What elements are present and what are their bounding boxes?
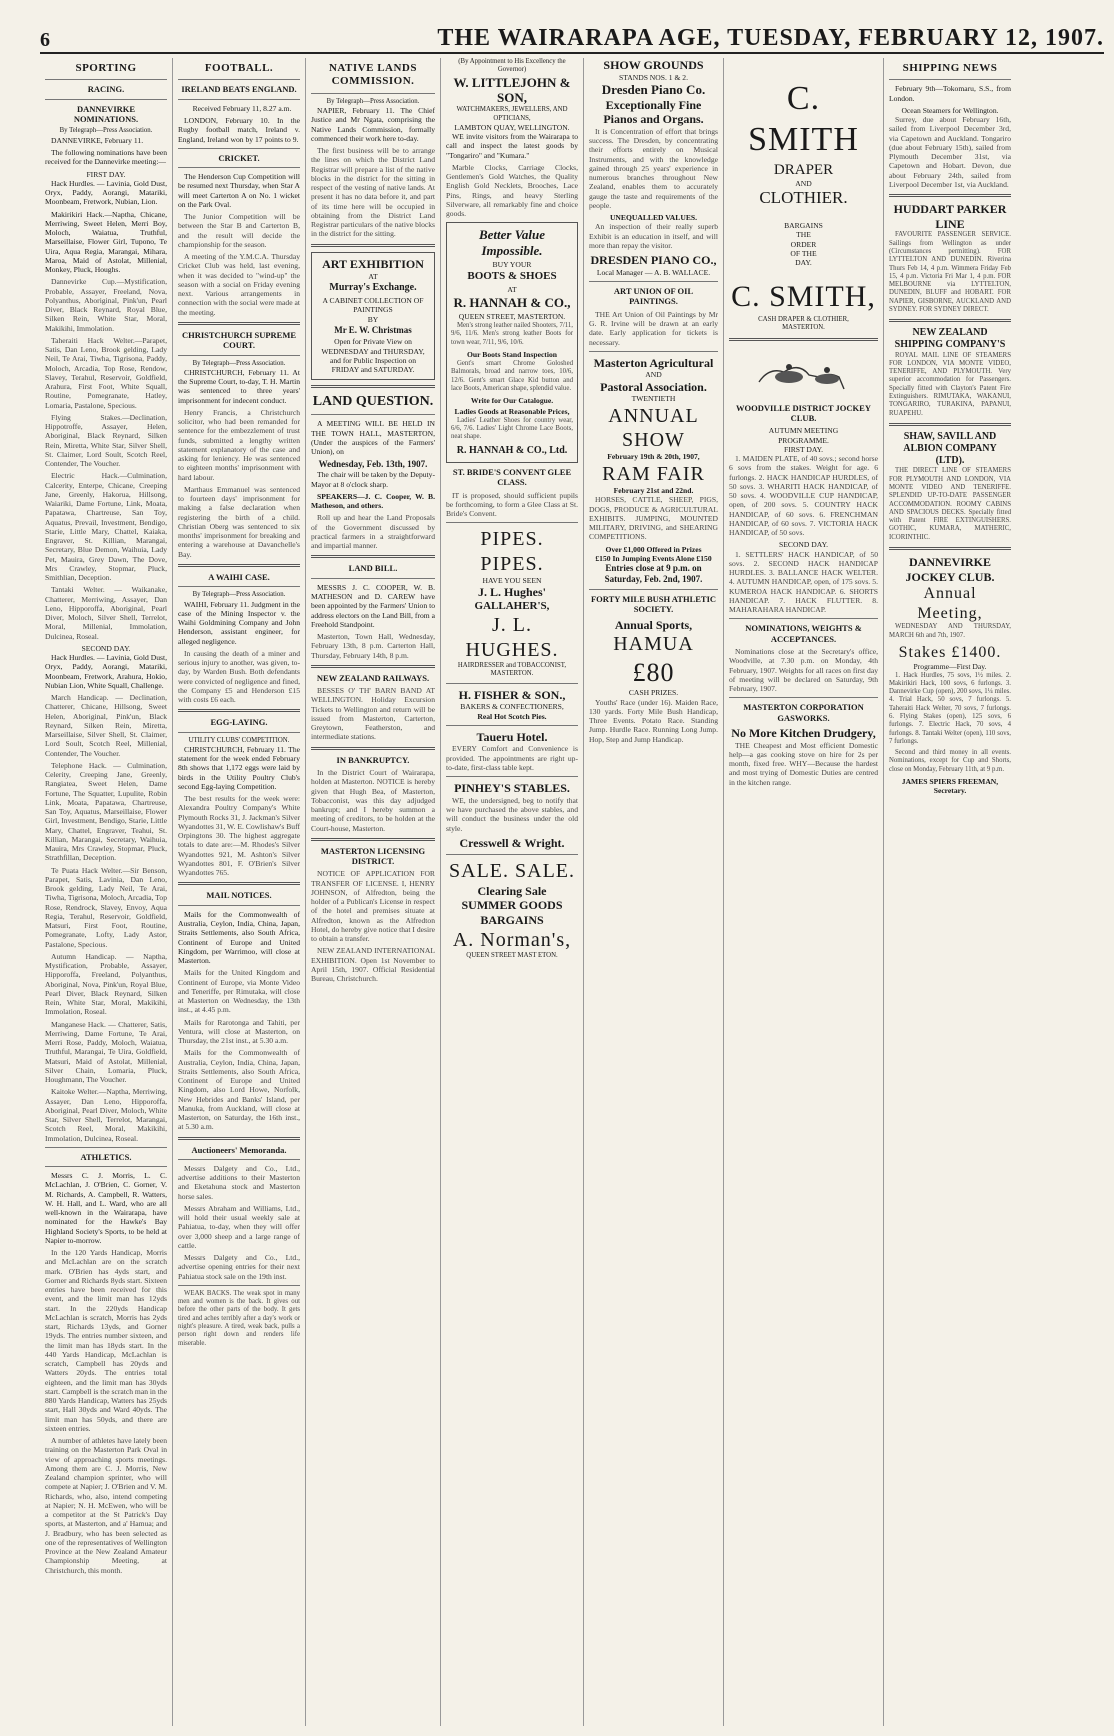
rugby-para: LONDON, February 10. In the Rugby football match, Ireland v. England, Ireland won by 17 points to 9. — [178, 116, 300, 144]
mail-para: Mails for the Commonwealth of Australia, Ceylon, India, China, Japan, Straits Settlements, also South Africa, Continent of Europe and United Kingdom, per Warrimoo, will close at Masterton. — [178, 909, 300, 966]
licensing-heading: MASTERTON LICENSING DISTRICT. — [320, 845, 426, 867]
mail-heading: MAIL NOTICES. — [206, 890, 272, 901]
athletics-heading: ATHLETICS. — [80, 1151, 132, 1162]
land-question-heading: LAND QUESTION. — [312, 394, 434, 410]
hack-hurdles: Hack Hurdles. — Lavinia, Gold Dust, Oryx, Paddy, Aorangi, Matariki, Moonbeam, Fretwork, Nubian, Lion. — [45, 178, 167, 207]
second-day: SECOND DAY. — [81, 643, 131, 653]
native-lands-para: NAPIER, February 11. The Chief Justice and Mr Ngata, comprising the Native Lands Commission, formally commenced their work here to-day. — [311, 106, 435, 143]
hughes-name: J. L. HUGHES. — [465, 614, 559, 661]
cricket-heading-2: CRICKET. — [218, 152, 260, 163]
meeting-chair: The chair will be taken by the Deputy-Mayor at 8 o'clock sharp. — [311, 470, 435, 489]
agricultural-title: Masterton Agricultural — [593, 355, 714, 370]
art-exhibition-ad: ART EXHIBITION AT Murray's Exchange. A CABINET COLLECTION OF PAINTINGS BY Mr E. W. Christmas Open for Private View on WEDNESDAY and THURSDAY, and for Public Inspection on FRIDAY and SATURDAY. — [311, 252, 435, 381]
dannevirke-heading: DANNEVIRKE NOMINATIONS. — [73, 103, 139, 125]
annual-show: ANNUAL SHOW — [608, 404, 699, 451]
column-6: C. SMITH DRAPER AND CLOTHIER. BARGAINS THE ORDER OF THE DAY. C. SMITH, CASH DRAPER & CLOTHIER, MASTERTON. WOODVILLE DISTRICT JOCKEY CLUB. AUTUMN MEETING PROGRAMME. FIRST DAY. 1. MAIDEN PLATE, of 40 sovs.; second horse 6 sovs from the stakes. Weight for age. 6 furlongs. 2. HACK HANDICAP HURDLES, of 50 sovs. 3. WHARITI HACK HANDICAP, of 50 sovs. 4. WOODVILLE CUP HANDICAP, open, of 200 sovs. 5. COUNTRY HACK HANDICAP, of 60 sovs. 6. FRENCHMAN HANDICAP, of 60 sovs. 7. VICTORIA HACK HANDICAP, of 50 sovs. SECOND DAY. 1. SETTLERS' HACK HANDICAP, of 50 sovs. 2. SECOND HACK HANDICAP HURDLES. 3. BALLANCE HACK WELTER. 4. AUTUMN HANDICAP, open, of 175 sovs. 5. KUMEROA HACK HANDICAP. 6. SHORTS HANDICAP. 7. HACK FLUTTER. 8. MAHARAHARA HANDICAP. NOMINATIONS, WEIGHTS & ACCEPTANCES. Nominations close at the Secretary's office, Woodville, at 7.30 p.m. on Monday, 4th February, 1907. Weights for all races on first day of meeting will be declared on Saturday, 9th February, 1907. MASTERTON CORPORATION GASWORKS. No More Kitchen Drudgery, THE Cheapest and Most efficient Domestic help—a gas cooking stove on hire for 2s per month, fixed free. WHY—Because the hardest and most trying of Domestic Duties are centred in the kitchen range. — [724, 58, 884, 1726]
meeting-date: Wednesday, Feb. 13th, 1907. — [318, 459, 428, 470]
speakers: SPEAKERS—J. C. Cooper, W. B. Matheson, and others. — [311, 491, 435, 511]
column-7: SHIPPING NEWS February 9th—Tokomaru, S.S., from London. Ocean Steamers for Wellington. Surrey, due about February 16th, sailed from Liverpool December 3rd, via Capetown and Auckland. Tongariro (due about February 15th), sailed from Plymouth December 31st, via Capetown and Hobart. Devon, due about February 24th, sailed from Liverpool December 1st, via Auckland. HUDDART PARKER LINE FAVOURITE PASSENGER SERVICE. Sailings from Wellington as under (Circumstances permitting). FOR LYTTELTON AND DUNEDIN. Riverina Thurs Feb 14, 4 p.m. Wimmera Friday Feb 15, 4 p.m. Victoria Fri Mar 1, 4 p.m. FOR MELBOURNE via LYTTELTON, DUNEDIN, BLUFF and HOBART. FOR NAPIER, GISBORNE, AUCKLAND AND SYDNEY. FOR SYDNEY DIRECT. NEW ZEALAND SHIPPING COMPANY'S ROYAL MAIL LINE OF STEAMERS FOR LONDON, VIA MONTE VIDEO, TENERIFFE, AND PLYMOUTH. Very superior accommodation for Passengers. Specially fitted with Clayton's Patent Fire Extinguishers. RIMUTAKA, WAKANUI, TONGARIRO, TURAKINA, PAPANUI, RUAPEHU. SHAW, SAVILL AND ALBION COMPANY (LTD). THE DIRECT LINE OF STEAMERS FOR PLYMOUTH AND LONDON, VIA MONTE VIDEO AND TENERIFFE. SPLENDID UP-TO-DATE PASSENGER ACCOMMODATION. ROOMY CABINS AND SPACIOUS DECKS. Specially fitted with Patent FIRE EXTINGUISHERS. GOTHIC, KUMARA, MATHERIC, ICORINTHIC. DANNEVIRKE JOCKEY CLUB. Annual Meeting, WEDNESDAY AND THURSDAY, MARCH 6th and 7th, 1907. Stakes £1400. Programme—First Day. 1. Hack Hurdles, 75 sovs, 1½ miles. 2. Makirikiri Hack, 100 sovs, 6 furlongs. 3. Dannevirke Cup (open), 200 sovs, 1¼ miles. 4. Trial Hack, 50 sovs, 7 furlongs. 5. Taheraiti Hack Welter, 70 sovs, 7 furlongs. 6. Flying Stakes (open), 125 sovs, 6 furlongs. 7. Electric Hack, 70 sovs, 4 furlongs. 8. Tantaki Welter (open), 110 sovs, 7 furlongs. Second and third money in all events. Nominations, except for Cup and Shorts, close on Monday, February 11th, at 9 p.m. JAMES SPIERS FREEMAN, Secretary. — [889, 62, 1011, 796]
shaw-savill-title: SHAW, SAVILL AND ALBION COMPANY (LTD). — [903, 430, 997, 467]
stakes: Stakes £1400. — [898, 643, 1002, 661]
ireland-heading: IRELAND BEATS ENGLAND. — [181, 84, 297, 95]
hack-hurdles-2: Hack Hurdles. — Lavinia, Gold Dust, Oryx, Paddy, Aorangi, Matariki, Moonbeam, Fretwork, Arahura, Hokio, Nubian Lion, White Squall, Challenge. — [45, 653, 167, 690]
byline: By Telegraph—Press Association. — [59, 127, 153, 135]
makirikiri-hack: Makirikiri Hack.—Naptha, Chicane, Merriwing, Sweet Helen, Merri Boy, Moloch, Waiatua, Truthful, Marseillaise, Flower Girl, Tupono, Te Uira, Aqua Regia, Marangai, Mihara, Maroa, Maid of Astolat, Millenial, Monkey, Pluck, Houghs. — [45, 209, 167, 275]
prize-amount: £80 — [632, 657, 675, 687]
hannah-ad: Better Value Impossible. BUY YOUR BOOTS & SHOES AT R. HANNAH & CO., QUEEN STREET, MASTERTON. Men's strong leather nailed Shooters, 7/11, 9/6, 11/6. Men's strong leather Boots for town wear, 7/11, 9/6, 10/6. Our Boots Stand Inspection Gent's smart Chrome Goloshed Balmorals, broad and narrow toes, 10/6, 12/6. Gent's smart Glace Kid button and lace Boots, American shape, splendid value. Write for Our Catalogue. Ladies Goods at Reasonable Prices, Ladies' Leather Shoes for country wear, 6/6, 7/6. Ladies' Light Chrome Lace Boots, neat shape. R. HANNAH & CO., Ltd. — [446, 222, 578, 462]
athletics-para: Messrs C. J. Morris, L. C. McLachlan, J. O'Brien, C. Gorner, V. M. Richards, A. Campbell, R. Watters, W. H. Hall, and L. Ward, who are all well-known in the Wairarapa, have nominated for the Hawke's Bay Highland Society's Sports, to be held at Napier to-morrow. — [45, 1171, 167, 1245]
hannah-name: R. HANNAH & CO., — [453, 294, 571, 310]
land-bill-para: MESSRS J. C. COOPER, W. B. MATHESON and D. CAREW have been appointed by the Farmers' Union to address electors on the Land Bill, from a Freehold Standpoint. — [311, 582, 435, 629]
waihi-heading: A WAIHI CASE. — [208, 571, 270, 582]
sale-title: SALE. SALE. — [449, 860, 575, 883]
intro: The following nominations have been received for the Dannevirke meeting:— — [45, 148, 167, 167]
auctioneers-heading: Auctioneers' Memoranda. — [191, 1144, 287, 1155]
dannevirke-jockey: DANNEVIRKE JOCKEY CLUB. — [905, 554, 995, 584]
murrays-exchange: Murray's Exchange. — [329, 282, 417, 294]
norman-name: A. Norman's, — [452, 928, 572, 951]
dresden-title: Dresden Piano Co. — [601, 81, 706, 97]
cricket-para: The Henderson Cup Competition will be resumed next Thursday, when Star A will meet Carterton A on No. 1 wicket on the Park Oval. — [178, 172, 300, 209]
littlejohn-title: W. LITTLEJOHN & SON, — [453, 74, 571, 106]
meeting-para: A MEETING WILL BE HELD IN THE TOWN HALL, MASTERTON, (Under the auspices of the Farmers' Union), on — [311, 419, 435, 457]
horse-race-illustration — [749, 347, 859, 397]
native-lands-heading: NATIVE LANDS COMMISSION. — [328, 62, 417, 88]
page-number: 6 — [40, 29, 50, 51]
egg-laying-heading: EGG-LAYING. — [210, 717, 268, 728]
smith-title-2: C. SMITH, — [731, 280, 876, 314]
section-football: FOOTBALL. — [204, 62, 274, 74]
received: Received February 11, 8.27 a.m. — [192, 103, 292, 113]
column-2: FOOTBALL. IRELAND BEATS ENGLAND. Received February 11, 8.27 a.m. LONDON, February 10. In the Rugby football match, Ireland v. England, Ireland won by 17 points to 9. CRICKET. The Henderson Cup Competition will be resumed next Thursday, when Star A will meet Carterton A on No. 1 wicket on the Park Oval. The Junior Competition will be between the Star B and Carterton B, and the result will decide the championship for the season. A meeting of the Y.M.C.A. Thursday Cricket Club was held, last evening, when it was decided to "wind-up" the season with a social on Friday evening next. Various arrangements in connection with the social were made at the meeting. CHRISTCHURCH SUPREME COURT. By Telegraph—Press Association. CHRISTCHURCH, February 11. At the Supreme Court, to-day, T. H. Martin was sentenced to three years' imprisonment for indecent conduct. Henry Francis, a Christchurch solicitor, who had been remanded for sentence for the embezzlement of trust funds, submitted a lengthy written statement explanatory of the case and asking for leniency. He was sentenced to eighteen months' imprisonment with hard labour. Marthaus Emmanuel was sentenced to fourteen days' imprisonment for making a false declaration when registering the birth of a child. Christian Oberg was sentenced to six months' imprisonment for breaking and entering a warehouse at Davanchelle's Bay. A WAIHI CASE. By Telegraph—Press Association. WAIHI, February 11. Judgment in the case of the Mining Inspector v. the Waihi Goldmining Company and John Henderson, assistant engineer, for alleged negligence. In causing the death of a miner and serious injury to another, was given, to-day, by Warden Bush. Both defendants were convicted of negligence and fined, the Company £5 and Henderson £15 with costs £6 each. EGG-LAYING. UTILITY CLUBS' COMPETITION. CHRISTCHURCH, February 11. The statement for the week ended February 8th shows that 1,172 eggs were laid by birds in the Utility Poultry Club's second Egg-laying Competition. The best results for the week were: Alexandra Poultry Company's White Plymouth Rocks 31, J. Jackman's Silver Wyandottes 31, W. E. Cowlishaw's Buff Orpingtons 30. The highest aggregate totals to date are:—M. Rhodes's Silver Wyandottes 921, M. Ashton's Silver Wyandottes 801, F. O'Brien's Silver Wyandottes 765. MAIL NOTICES. Mails for the Commonwealth of Australia, Ceylon, India, China, Japan, Straits Settlements, also South Africa, Continent of Europe and United Kingdom, per Warrimoo, will close at Masterton. Mails for the United Kingdom and Continent of Europe, via Monte Video and Teneriffe, per Rimutaka, will close at Masterton on Wednesday, the 13th inst., at 4.45 p.m. Mails for Rarotonga and Tahiti, per Ventura, will close at Masterton, on Thursday, the 21st inst., at 5.30 a.m. Mails for the Commonwealth of Australia, Ceylon, India, China, Japan, Straits Settlements, also South Africa, Continent of Europe and United Kingdom, also Lord Howe, Norfolk, New Hebrides and Banks' Island, per Manuka, from Auckland, will close at Masterton, on Saturday, the 16th inst., at 5.30 a.m. Auctioneers' Memoranda. Messrs Dalgety and Co., Ltd., advertise additions to their Masterton and Eketahuna stock and Masterton horse sales. Messrs Abraham and Williams, Ltd., will hold their usual weekly sale at Pahiatua, to-day, when they will offer over 3,000 sheep and a large range of cattle. Messrs Dalgety and Co., Ltd., advertise opening entries for their next Pahiatua stock sale on the 19th inst. WEAK BACKS. The weak spot in many men and women is the back. It gives out before the other parts of the body. It gets tired and aches terribly after a day's work or night's pleasure. A tired, weak back, pulls a person right down and renders life miserable. — [173, 58, 306, 1726]
better-value: Better Value Impossible. — [478, 227, 546, 259]
huddart-title: HUDDART PARKER LINE — [893, 202, 1007, 231]
christchurch-court-heading: CHRISTCHURCH SUPREME COURT. — [181, 329, 297, 351]
utility-heading: UTILITY CLUBS' COMPETITION. — [188, 736, 290, 744]
land-bill-heading: LAND BILL. — [348, 563, 398, 574]
railways-heading: NEW ZEALAND RAILWAYS. — [316, 672, 430, 683]
sub-racing: RACING. — [87, 84, 125, 95]
columns — [40, 58, 1104, 1726]
section-sporting: SPORTING — [75, 62, 137, 74]
artist-name: Mr E. W. Christmas — [334, 325, 412, 336]
taueru-title: Taueru Hotel. — [476, 729, 548, 744]
first-day: FIRST DAY. — [86, 169, 126, 179]
waihi-para: WAIHI, February 11. Judgment in the case of the Mining Inspector v. the Waihi Goldmining Company and John Henderson, assistant engineer, for alleged negligence. — [178, 599, 300, 646]
pinhey-title: PINHEY'S STABLES. — [454, 781, 570, 796]
egg-para: CHRISTCHURCH, February 11. The statement for the week ended February 8th shows that 1,172 eggs were laid by birds in the Utility Poultry Club's second Egg-laying Competition. — [178, 744, 300, 791]
masthead — [40, 20, 1104, 54]
court-para: CHRISTCHURCH, February 11. At the Supreme Court, to-day, T. H. Martin was sentenced to three years' imprisonment for indecent conduct. — [178, 367, 300, 405]
dateline: DANNEVIRKE, February 11. — [51, 135, 144, 145]
column-5: SHOW GROUNDS STANDS NOS. 1 & 2. Dresden Piano Co. Exceptionally Fine Pianos and Organs. It is Concentration of effort that brings success. The Dresden, by concentrating their efforts entirely on Musical Instruments, and with the knowledge gained through 25 years' experience in numerous branches throughout New Zealand, enables them to accurately gauge the taste and requirements of the people. UNEQUALLED VALUES. An inspection of their really superb Exhibit is an education in itself, and will more than repay the visitor. DRESDEN PIANO CO., Local Manager — A. B. WALLACE. ART UNION OF OIL PAINTINGS. THE Art Union of Oil Paintings by Mr G. R. Irvine will be drawn at an early date. Early application for tickets is necessary. Masterton Agricultural AND Pastoral Association. TWENTIETH ANNUAL SHOW February 19th & 20th, 1907, RAM FAIR February 21st and 22nd. HORSES, CATTLE, SHEEP, PIGS, DOGS, PRODUCE & AGRICULTURAL EXHIBITS. JUMPING, MOUNTED MILITARY, DRIVING, and SHEARING COMPETITIONS. Over £1,000 Offered in Prizes £150 In Jumping Events Alone £150 Entries close at 9 p.m. on Saturday, Feb. 2nd, 1907. FORTY MILE BUSH ATHLETIC SOCIETY. Annual Sports, HAMUA £80 CASH PRIZES. Youths' Race (under 16). Maiden Race, 130 yards. Forty Mile Bush Handicap, Three Events. Potato Race. Standing Jump. Hurdle Race. Running Long Jump. Hop, Step and Jump Handicap. — [584, 58, 724, 1726]
art-exhibition-title: ART EXHIBITION — [322, 256, 424, 271]
newspaper-title: THE WAIRARAPA AGE, TUESDAY, FEBRUARY 12, 1907. — [437, 25, 1104, 51]
pipes-title: PIPES. PIPES. — [480, 528, 544, 575]
fisher-title: H. FISHER & SON., — [458, 687, 566, 702]
shipping-heading: SHIPPING NEWS — [902, 62, 998, 74]
column-1: SPORTING RACING. DANNEVIRKE NOMINATIONS. By Telegraph—Press Association. DANNEVIRKE, February 11. The following nominations have been received for the Dannevirke meeting:— FIRST DAY. Hack Hurdles. — Lavinia, Gold Dust, Oryx, Paddy, Aorangi, Matariki, Moonbeam, Fretwork, Nubian, Lion. Makirikiri Hack.—Naptha, Chicane, Merriwing, Sweet Helen, Merri Boy, Moloch, Waiatua, Truthful, Marseillaise, Flower Girl, Tupono, Te Uira, Aqua Regia, Marangai, Mihara, Maroa, Maid of Astolat, Millenial, Monkey, Pluck, Houghs. Dannevirke Cup.—Mystification, Probable, Assayer, Freeland, Nova, Polyanthus, Aboriginal, Pink'un, Pearl Diver, Black Reynard, Royal Blue, Silken Rein, White Star, Moral, Makikihi, Immolation. Taheraiti Hack Welter.—Parapet, Satis, Dan Leno, Brook gelding, Lady Neil, Te Arai, Tiwha, Tigrisona, Paddy, Moloch, Arcadia, Top Rose, Rendow, Slavey, Terahul, Reservoir, Goldfield, Arahura, First Foot, White Squall, Routine, Pomegranate, Hatley, Lomaria, Pastalone, Specious. Flying Stakes.—Declination, Hippotroffe, Assayer, Helen, Aboriginal, Black Reynard, Silken Rein, Miretta, White Star, Silver Shell, St. Claimer, Lord Soult, Scotch Reel, Contender, The Voucher. Electric Hack.—Culmination, Calcerity, Enterpe, Chicane, Creeping Jane, Greenly, Hakorua, Hillsong, Waiariki, Dame Fortune, Link, Moata, Papatawa, Chartreuse, San Toy, Aquatus, Prevail, Investment, Bendigo, Starie, Little Mary, Chattel, Kaiaka, Engraver, St. Killian, Marangai, Secretary, Blue Demon, Waihuia, Lady Pet, Mauira, Grey Dawn, The Dove, Mrs Crawley, Stopmar, Pluck, Smithlian, Deception. Tantaki Welter. — Waikanake, Chatterer, Merriwing, Assayer, Dan Leno, Hipporoffa, Aboriginal, Pearl Diver, Moloch, Silver Shell, Terrelot, Moral, Millenial, Immolation, Dulcinea, Roseal. SECOND DAY. Hack Hurdles. — Lavinia, Gold Dust, Oryx, Paddy, Aorangi, Matariki, Moonbeam, Fretwork, Arahura, Hokio, Nubian Lion, White Squall, Challenge. March Handicap. — Declination, Chatterer, Chicane, Hillsong, Sweet Helen, Aboriginal, Pink'un, Black Reynard, Silken Rein, Miretta, Marseillaise, Silver Shell, St. Claimer, Lord Soult, Scotch Reel, Millenial, Contender, The Voucher. Telephone Hack. — Culmination, Celerity, Creeping Jane, Greenly, Rangiatea, Sweet Helen, Dame Fortune, The Squatter, Lupulite, Robin Link, Moata, Papatawa, Chartreuse, San Toy, Aquatus, Marseillaise, Flower Girl, Investment, Bendigo, Starie, Little Mary, Chattel, Engraver, Teahui, St. Killian, Marangai, Secretary, Waihuia, Mauira, Mrs Crawley, Stopmar, Pluck, Strathfillan, Deception. Te Puata Hack Welter.—Sir Benson, Parapet, Satis, Lavinia, Dan Leno, Brook gelding, Lady Neil, Te Arai, Tiwha, Tigrisona, Moloch, Arcadia, Top Rose, Rendrock, Slavey, Envoy, Aqua Regia, Terahul, Reservoir, Goldfield, Matsuri, First Foot, Routine, Pomegranate, Lofty, Lady Astor, Pastalone, Specious. Autumn Handicap. — Naptha, Mystification, Probable, Assayer, Hipporoffa, Freeland, Polyanthus, Aboriginal, Nova, Pink'un, Royal Blue, Pearl Diver, Black Reynard, Silken Rein, White Star, Moral, Makikihi, Immolation, Roseal. Manganese Hack. — Chatterer, Satis, Merriwing, Dame Fortune, Te Arai, Merri Rose, Paddy, Moloch, Waiatua, Truthful, Marangai, Te Uira, Goldfield, Matsuri, Maid of Astolat, Millenial, Silver Chain, Lomaria, Pluck, Houghmann, The Voucher. Kaitoke Welter.—Naptha, Merriwing, Assayer, Dan Leno, Hipporoffa, Aboriginal, Pearl Diver, Moloch, White Star, Silver Shell, Terrelot, Marangai, Scotch Reel, Moral, Makikihi, Immolation, Dulcinea, Roseal. ATHLETICS. Messrs C. J. Morris, L. C. McLachlan, J. O'Brien, C. Gorner, V. M. Richards, A. Campbell, R. Watters, W. H. Hall, and L. Ward, who are all well-known in the Wairarapa, have nominated for the Hawke's Bay Highland Society's Sports, to be held at Napier to-morrow. In the 120 Yards Handicap, Morris and McLachlan are on the scratch mark. O'Brien has 4yds start, and Gorner and Richards 8yds start. Sixteen entries have been received for this event, and the limit man has 12yds start. In the 220yds Handicap McLachlan is scratch, Morris has 2yds start, Richards 13yds, and Gorner 19yds. The entries number sixteen, and the limit man has 18yds start. In the 440 Yards Handicap, McLachlan is scratch, Campbell has 20yds and Watters 20yds. The entries total eighteen, and the limit man has 30yds start. Campbell is the scratch man in the 880 Yards Handicap, Watters has 25yds start, Hall 30yds and Ward 40yds. The limit man has 50yds, and there are sixteen entries. A number of athletes have lately been training on the Masterton Park Oval in view of approaching sports meetings. Among them are C. J. Morris, New Zealand champion sprinter, who will compete at Napier; J. O'Brien and V. M. Richards, who, also, intend competing at Napier; N. H. McEwen, who will be a competitor at the St Patrick's Day sports, at Masterton, and a' Hamua; and J. Bradbury, who has been selected as one of the representatives of Wellington Province at the New Zealand Amateur Championship Meeting, at Christchurch, this month. — [40, 58, 173, 1726]
hamua: HAMUA — [613, 633, 694, 656]
smith-title: C. SMITH — [748, 80, 859, 159]
ram-fair: RAM FAIR — [602, 462, 705, 485]
nz-shipping-title: NEW ZEALAND SHIPPING COMPANY'S — [894, 327, 1006, 351]
column-3: NATIVE LANDS COMMISSION. By Telegraph—Press Association. NAPIER, February 11. The Chief Justice and Mr Ngata, comprising the Native Lands Commission, formally commenced their work here to-day. The first business will be to arrange the lines on which the District Land Registrar will prepare a list of the native blocks in the district for the sitting in respect of the vesting of native lands. At present it has no data before it, and part of its time here will be occupied in obtaining from the District Land Registrar particulars of the native blocks in the district for the sitting. ART EXHIBITION AT Murray's Exchange. A CABINET COLLECTION OF PAINTINGS BY Mr E. W. Christmas Open for Private View on WEDNESDAY and THURSDAY, and for Public Inspection on FRIDAY and SATURDAY. LAND QUESTION. A MEETING WILL BE HELD IN THE TOWN HALL, MASTERTON, (Under the auspices of the Farmers' Union), on Wednesday, Feb. 13th, 1907. The chair will be taken by the Deputy-Mayor at 8 o'clock sharp. SPEAKERS—J. C. Cooper, W. B. Matheson, and others. Roll up and hear the Land Proposals of the Government discussed by practical farmers in a straightforward and impartial manner. LAND BILL. MESSRS J. C. COOPER, W. B. MATHESON and D. CAREW have been appointed by the Farmers' Union to address electors on the Land Bill, from a Freehold Standpoint. Masterton, Town Hall, Wednesday, February 13th, 8 p.m. Carterton Hall, Thursday, February 14th, 8 p.m. NEW ZEALAND RAILWAYS. BESSES O' TH' BARN BAND AT WELLINGTON. Holiday Excursion Tickets to Wellington and return will be issued from Masterton, Carterton, Greytown, Featherston, and intermediate stations. IN BANKRUPTCY. In the District Court of Wairarapa, holden at Masterton. NOTICE is hereby given that Hugh Bea, of Masterton, Tobacconist, was this day adjudged bankrupt; and I hereby summon a meeting of creditors, to be holden at the Court-house, Masterton. MASTERTON LICENSING DISTRICT. NOTICE OF APPLICATION FOR TRANSFER OF LICENSE. I, HENRY JOHNSON, of Alfredton, being the holder of a Publican's License in respect of the hotel and premises situate at Alfredton, known as the Alfredton Hotel, do hereby give notice that I desire to obtain a transfer. NEW ZEALAND INTERNATIONAL EXHIBITION. Open 1st November to April 15th, 1907. Official Residential Bureau, Christchurch. — [306, 58, 441, 1726]
bankruptcy-heading: IN BANKRUPTCY. — [336, 754, 410, 765]
column-4: (By Appointment to His Excellency the Governor) W. LITTLEJOHN & SON, WATCHMAKERS, JEWELLERS, AND OPTICIANS, LAMBTON QUAY, WELLINGTON. WE invite visitors from the Wairarapa to call and inspect the latest goods by "Tongariro" and "Kumara." Marble Clocks, Carriage Clocks, Gentlemen's Gold Watches, the Quality English Gold Necklets, Brooches, Lace Pins, Rings, and heavy Sterling Silverware, all remarkably fine and choice goods. Better Value Impossible. BUY YOUR BOOTS & SHOES AT R. HANNAH & CO., QUEEN STREET, MASTERTON. Men's strong leather nailed Shooters, 7/11, 9/6, 11/6. Men's strong leather Boots for town wear, 7/11, 9/6, 10/6. Our Boots Stand Inspection Gent's smart Chrome Goloshed Balmorals, broad and narrow toes, 10/6, 12/6. Gent's smart Glace Kid button and lace Boots, American shape, splendid value. Write for Our Catalogue. Ladies Goods at Reasonable Prices, Ladies' Leather Shoes for country wear, 6/6, 7/6. Ladies' Light Chrome Lace Boots, neat shape. R. HANNAH & CO., Ltd. ST. BRIDE'S CONVENT GLEE CLASS. IT is proposed, should sufficient pupils be forthcoming, to form a Glee Class at St. Bride's Convent. PIPES. PIPES. HAVE YOU SEEN J. L. Hughes' GALLAHER'S, J. L. HUGHES. HAIRDRESSER and TOBACCONIST, MASTERTON. H. FISHER & SON., BAKERS & CONFECTIONERS, Real Hot Scotch Pies. Taueru Hotel. EVERY Comfort and Convenience is provided. The appointments are right up-to-date, first-class table kept. PINHEY'S STABLES. WE, the undersigned, beg to notify that we have purchased the above stables, and will conduct the business under the old style. Cresswell & Wright. SALE. SALE. Clearing Sale SUMMER GOODS BARGAINS A. Norman's, QUEEN STREET MAST ETON. — [441, 58, 584, 1726]
